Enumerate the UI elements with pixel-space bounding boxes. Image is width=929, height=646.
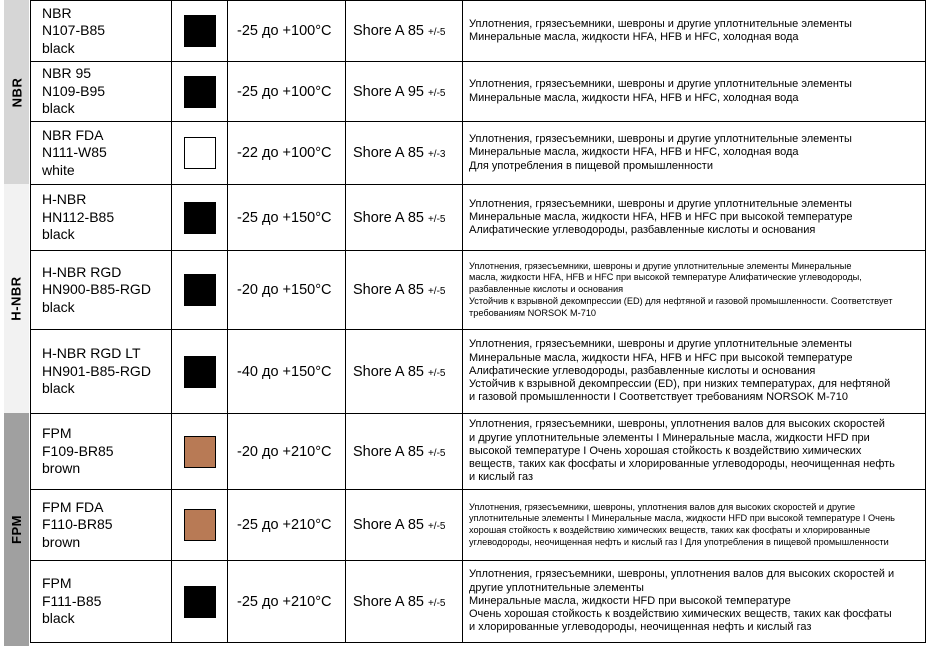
material-code: F110-BR85 — [42, 516, 113, 533]
description-line: Уплотнения, грязесъемники, шевроны и другие уплотнительные элементы Минеральные — [469, 260, 852, 271]
description-line: уплотнительные элементы I Минеральные масла, жидкости HFD при высокой температуре I Очень — [469, 513, 895, 524]
color-swatch — [184, 137, 216, 169]
temperature-range: -25 до +210°C — [228, 490, 346, 561]
hardness-cell — [346, 490, 463, 561]
group-band-fpm — [4, 413, 29, 646]
table-row — [31, 1, 926, 62]
description-line: и хлорированные углеводороды, неочищенная нефть и кислый газ — [469, 621, 812, 634]
hardness-cell — [346, 62, 463, 122]
swatch-cell — [172, 62, 228, 122]
description-line: Минеральные масла, жидкости HFA, HFB и HFC при высокой температуре — [469, 210, 853, 223]
description-line: Устойчив к взрывной декомпрессии (ED), при низких температурах, для нефтяной — [469, 378, 891, 391]
hardness-tolerance: +/-5 — [427, 286, 446, 297]
application-description — [463, 62, 926, 122]
hardness-value: Shore A 85 — [353, 443, 424, 460]
table-row — [31, 251, 926, 330]
description-line: Уплотнения, грязесъемники, шевроны и другие уплотнительные элементы — [469, 133, 852, 146]
material-code: N107-B85 — [42, 22, 106, 39]
description-line: Минеральные масла, жидкости HFA, HFB и HFC, холодная вода — [469, 91, 799, 104]
material-name: NBR FDA — [42, 126, 104, 143]
hardness-value: Shore A 85 — [353, 593, 424, 610]
material-color-name: white — [42, 161, 75, 178]
temperature-range: -25 до +210°C — [228, 561, 346, 643]
material-name: H-NBR RGD LT — [42, 345, 141, 362]
hardness-tolerance: +/-5 — [427, 521, 446, 532]
table-row — [31, 490, 926, 561]
material-name: FPM — [42, 575, 72, 592]
hardness-tolerance: +/-3 — [427, 149, 446, 160]
group-label: H-NBR — [9, 276, 25, 321]
group-band-hnbr — [4, 184, 29, 413]
description-line: Минеральные масла, жидкости HFA, HFB и HFC при высокой температуре — [469, 351, 853, 364]
application-description — [463, 251, 926, 330]
material-name: FPM — [42, 425, 72, 442]
description-line: Уплотнения, грязесъемники, шевроны и другие уплотнительные элементы — [469, 17, 852, 30]
material-color-name: brown — [42, 460, 81, 477]
material-code: HN112-B85 — [42, 208, 115, 225]
application-description — [463, 330, 926, 414]
application-description — [463, 122, 926, 185]
hardness-value: Shore A 95 — [353, 83, 424, 100]
table-row — [31, 62, 926, 122]
hardness-tolerance: +/-5 — [427, 367, 446, 379]
material-color-name: black — [42, 226, 75, 243]
group-label: FPM — [9, 515, 25, 544]
hardness-value: Shore A 85 — [353, 145, 424, 161]
swatch-cell — [172, 414, 228, 490]
color-swatch — [184, 436, 216, 468]
table-row — [31, 561, 926, 643]
swatch-cell — [172, 490, 228, 561]
description-line: Уплотнения, грязесъемники, шевроны и другие уплотнительные элементы — [469, 78, 852, 91]
hardness-tolerance: +/-5 — [427, 447, 446, 459]
hardness-cell — [346, 1, 463, 62]
description-line: Уплотнения, грязесъемники, шевроны и другие уплотнительные элементы — [469, 197, 852, 210]
temperature-range: -25 до +150°C — [228, 185, 346, 251]
hardness-cell — [346, 251, 463, 330]
hardness-tolerance: +/-5 — [427, 597, 446, 609]
description-line: веществ, таких как фосфаты и хлорированные углеводороды, неочищенная нефть — [469, 458, 895, 471]
color-swatch — [184, 274, 216, 306]
table-row — [31, 330, 926, 414]
material-color-name: black — [42, 39, 75, 56]
description-line: и газовой промышленности I Соответствует требованиям NORSOK M-710 — [469, 391, 849, 404]
description-line: и кислый газ — [469, 471, 533, 484]
material-name: NBR — [42, 4, 72, 21]
color-swatch — [184, 356, 216, 388]
description-line: Уплотнения, грязесъемники, шевроны и другие уплотнительные элементы — [469, 338, 852, 351]
material-name: H-NBR — [42, 191, 87, 208]
color-swatch — [184, 586, 216, 618]
description-line: Уплотнения, грязесъемники, шевроны, уплотнения валов для высоких скоростей — [469, 418, 885, 431]
description-line: хорошая стойкость к воздействию химических веществ, таких как фосфаты и хлорированные — [469, 525, 871, 535]
material-code: HN900-B85-RGD — [42, 281, 151, 298]
material-color-name: black — [42, 298, 75, 315]
hardness-cell — [346, 185, 463, 251]
table-row — [31, 414, 926, 490]
temperature-range: -20 до +210°C — [228, 414, 346, 490]
group-label: NBR — [9, 77, 25, 107]
hardness-tolerance: +/-5 — [427, 27, 446, 38]
description-line: Уплотнения, грязесъемники, шевроны, уплотнения валов для высоких скоростей и другие — [469, 501, 856, 512]
material-name-cell — [31, 62, 172, 122]
application-description — [463, 561, 926, 643]
hardness-value: Shore A 85 — [353, 363, 424, 380]
material-code: F111-B85 — [42, 592, 102, 609]
material-name-cell — [31, 490, 172, 561]
description-line: Алифатические углеводороды, разбавленные кислоты и основания — [469, 224, 816, 237]
table-row — [31, 185, 926, 251]
swatch-cell — [172, 330, 228, 414]
swatch-cell — [172, 1, 228, 62]
hardness-value: Shore A 85 — [353, 23, 424, 39]
application-description — [463, 185, 926, 251]
material-code: F109-BR85 — [42, 442, 114, 459]
color-swatch — [184, 15, 216, 47]
application-description — [463, 414, 926, 490]
materials-table — [30, 0, 926, 643]
group-band-nbr — [4, 0, 29, 184]
description-line: высокой температуре I Очень хорошая стойкость к воздействию химических — [469, 444, 862, 457]
description-line: Устойчив к взрывной декомпрессии (ED) для нефтяной и газовой промышленности. Соответствует — [469, 295, 893, 306]
material-name-cell — [31, 330, 172, 414]
hardness-cell — [346, 561, 463, 643]
table-row — [31, 122, 926, 185]
color-swatch — [184, 509, 216, 541]
material-name: NBR 95 — [42, 65, 92, 82]
hardness-value: Shore A 85 — [353, 209, 424, 226]
hardness-value: Shore A 85 — [353, 517, 424, 533]
temperature-range: -25 до +100°C — [228, 62, 346, 122]
description-line: разбавленные кислоты и основания — [469, 284, 624, 295]
application-description — [463, 1, 926, 62]
hardness-tolerance: +/-5 — [427, 213, 446, 225]
material-name-cell — [31, 561, 172, 643]
temperature-range: -20 до +150°C — [228, 251, 346, 330]
material-name: H-NBR RGD — [42, 263, 122, 280]
description-line: другие уплотнительные элементы — [469, 581, 644, 594]
description-line: Минеральные масла, жидкости HFD при высокой температуре — [469, 594, 791, 607]
swatch-cell — [172, 185, 228, 251]
material-code: HN901-B85-RGD — [42, 362, 151, 379]
hardness-tolerance: +/-5 — [427, 87, 446, 99]
color-swatch — [184, 202, 216, 234]
description-line: Уплотнения, грязесъемники, шевроны, уплотнения валов для высоких скоростей и — [469, 568, 895, 581]
temperature-range: -25 до +100°C — [228, 1, 346, 62]
hardness-cell — [346, 122, 463, 185]
description-line: углеводороды, неочищенная нефть и кислый газ I Для употребления в пищевой промышленности — [469, 536, 889, 547]
description-line: Алифатические углеводороды, разбавленные кислоты и основания — [469, 364, 816, 377]
description-line: Минеральные масла, жидкости HFA, HFB и HFC, холодная вода — [469, 146, 799, 159]
material-color-name: black — [42, 380, 75, 397]
description-line: Очень хорошая стойкость к воздействию химических веществ, таких как фосфаты — [469, 608, 892, 621]
material-code: N109-B95 — [42, 82, 106, 99]
material-code: N111-W85 — [42, 144, 107, 161]
material-color-name: brown — [42, 533, 81, 550]
temperature-range: -22 до +100°C — [228, 122, 346, 185]
temperature-range: -40 до +150°C — [228, 330, 346, 414]
description-line: требованиям NORSOK M-710 — [469, 307, 597, 318]
swatch-cell — [172, 561, 228, 643]
hardness-cell — [346, 414, 463, 490]
swatch-cell — [172, 251, 228, 330]
material-color-name: black — [42, 610, 75, 627]
description-line: Минеральные масла, жидкости HFA, HFB и HFC, холодная вода — [469, 31, 799, 43]
material-name-cell — [31, 251, 172, 330]
application-description — [463, 490, 926, 561]
description-line: масла, жидкости HFA, HFB и HFC при высокой температуре Алифатические углеводороды, — [469, 272, 862, 283]
hardness-value: Shore A 85 — [353, 282, 424, 298]
material-name-cell — [31, 414, 172, 490]
material-name-cell — [31, 185, 172, 251]
description-line: Для употребления в пищевой промышленности — [469, 159, 713, 172]
material-color-name: black — [42, 100, 75, 117]
hardness-cell — [346, 330, 463, 414]
description-line: и другие уплотнительные элементы I Минеральные масла, жидкости HFD при — [469, 431, 870, 444]
swatch-cell — [172, 122, 228, 185]
material-name: FPM FDA — [42, 498, 104, 515]
material-name-cell — [31, 1, 172, 62]
color-swatch — [184, 76, 216, 108]
material-name-cell — [31, 122, 172, 185]
